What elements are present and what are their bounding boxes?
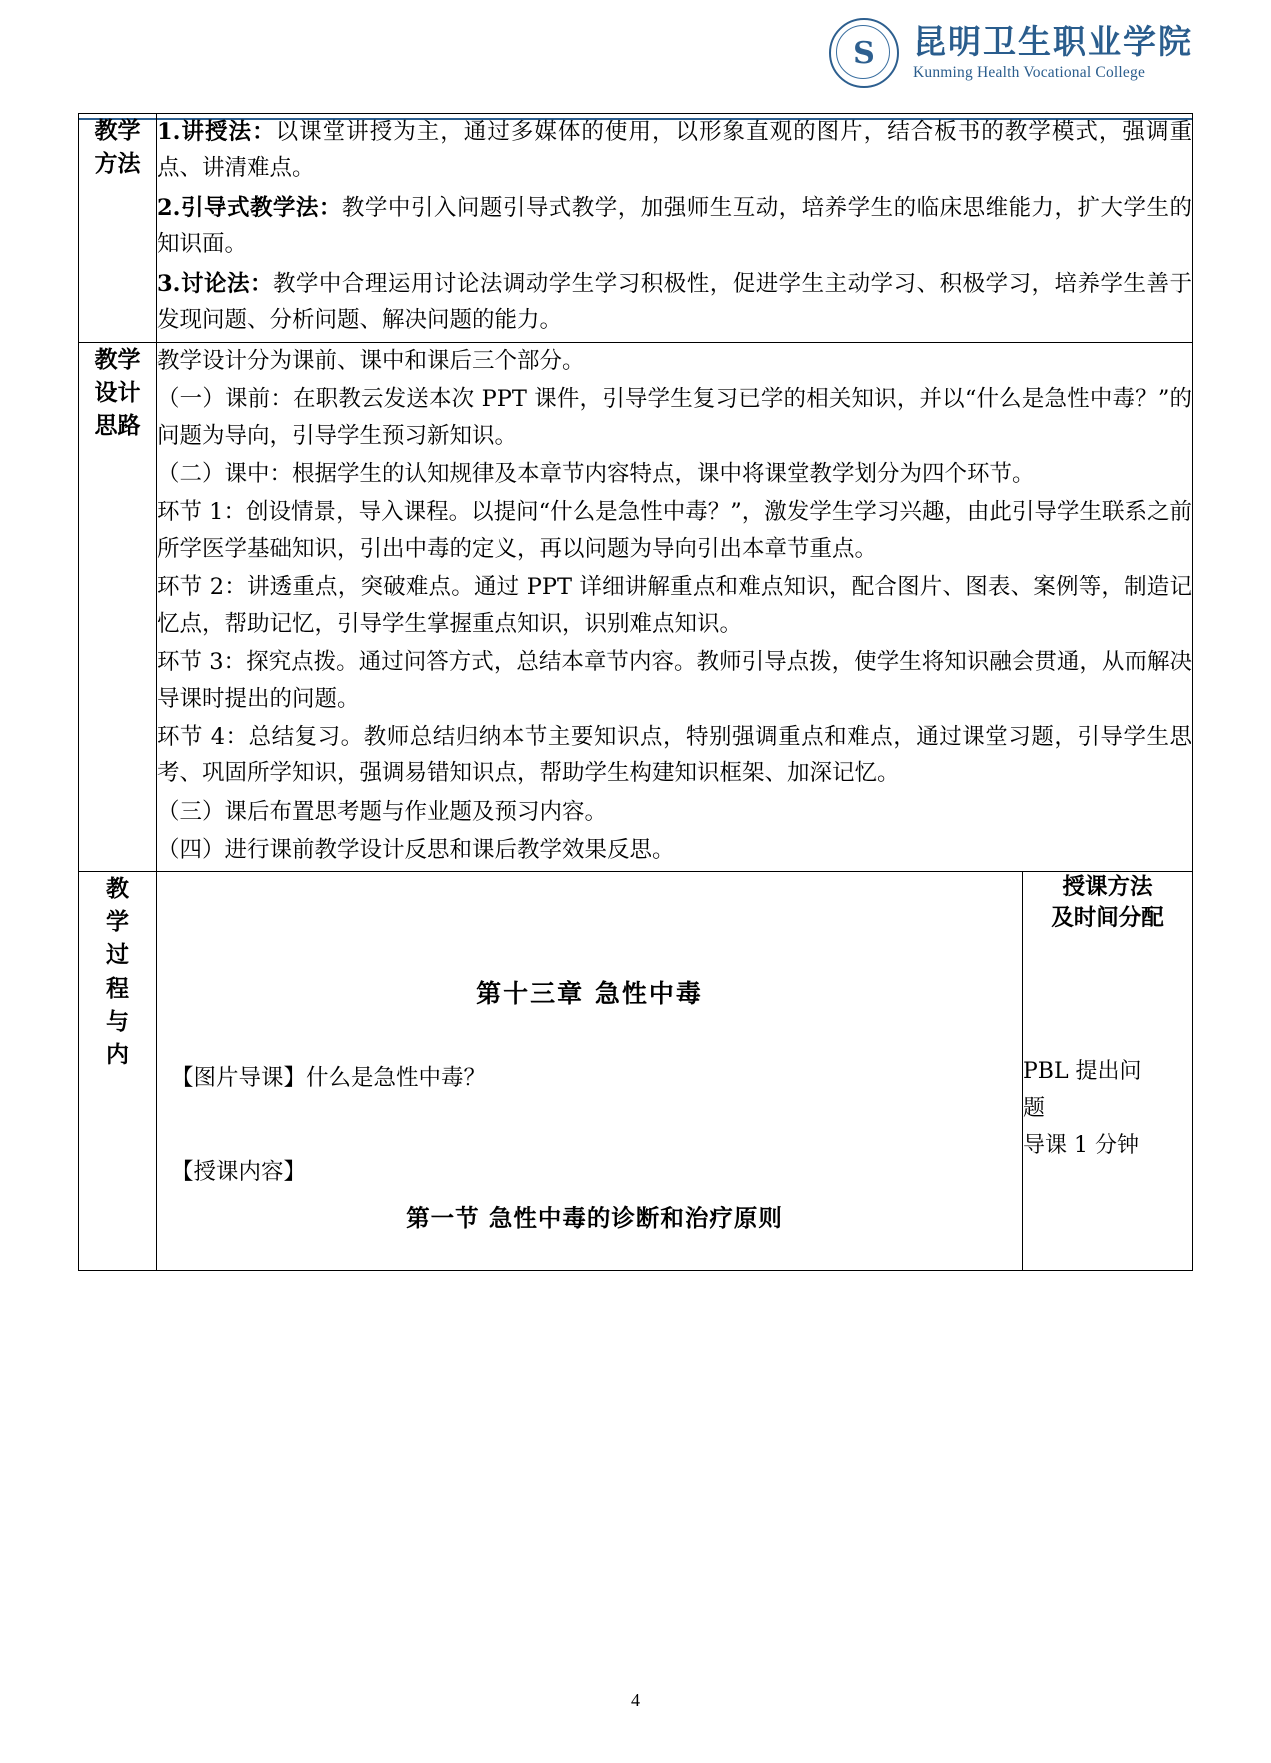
cell-design-approach: [157, 342, 1193, 871]
seal-letter: S: [853, 35, 875, 71]
label-line: 教学: [94, 345, 141, 373]
row-label-teaching-process: [79, 871, 157, 1270]
method-time-line-2: 题: [1022, 1095, 1045, 1121]
design-paragraph-5: 环节 2：讲透重点，突破难点。通过 PPT 详细讲解重点和难点知识，配合图片、图表、案例等，制造记忆点，帮助记忆，引导学生掌握重点知识，识别难点知识。: [157, 574, 1192, 637]
method-text-2: 教学中引入问题引导式教学，加强师生互动，培养学生的临床思维能力，扩大学生的知识面。: [157, 194, 1192, 258]
design-paragraph-2: （一）课前：在职教云发送本次 PPT 课件，引导学生复习已学的相关知识，并以“什么是急性中毒？”的问题为导向，引导学生预习新知识。: [157, 386, 1192, 449]
page-number: 4: [631, 1690, 640, 1710]
label-line: 设计: [94, 378, 141, 406]
label-line: 与: [106, 1008, 129, 1036]
cell-method-and-time: [1022, 871, 1192, 1270]
label-line: 程: [106, 974, 129, 1002]
method-lead-3: 3.讨论法：: [157, 270, 273, 297]
method-time-header-line: 授课方法: [1062, 873, 1153, 900]
chapter-title: 第十三章 急性中毒: [476, 978, 703, 1008]
method-text-1: 以课堂讲授为主，通过多媒体的使用，以形象直观的图片，结合板书的教学模式，强调重点、讲清难点。: [157, 119, 1192, 182]
college-logo: [829, 18, 1193, 88]
method-paragraph-2: [157, 190, 1192, 263]
cell-teaching-process-content: [157, 871, 1023, 1270]
method-time-header-line: 及时间分配: [1051, 905, 1164, 932]
design-paragraph-9: （四）进行课前教学设计反思和课后教学效果反思。: [157, 837, 675, 864]
label-line: 学: [106, 908, 129, 936]
logo-text: [913, 24, 1193, 81]
design-paragraph-6: 环节 3：探究点拨。通过问答方式，总结本章节内容。教师引导点拨，使学生将知识融会贯通，从而解决导课时提出的问题。: [157, 649, 1192, 712]
label-line: 过: [106, 941, 129, 969]
table-row-design-approach: [79, 342, 1193, 871]
cell-teaching-methods: [157, 114, 1193, 343]
college-name-en: Kunming Health Vocational College: [913, 63, 1146, 81]
section-title: 第一节 急性中毒的诊断和治疗原则: [406, 1203, 783, 1232]
label-line: 教学: [94, 117, 141, 144]
method-lead-1: 1.讲授法：: [157, 119, 276, 145]
seal-icon: [829, 18, 899, 88]
method-time-body: [1023, 1055, 1192, 1163]
row-label-teaching-methods: [79, 114, 157, 343]
design-paragraph-8: （三）课后布置思考题与作业题及预习内容。: [157, 798, 608, 825]
method-paragraph-3: [157, 266, 1192, 339]
label-line: 思路: [94, 412, 141, 440]
table-row-teaching-methods: [79, 114, 1193, 343]
lead-in-question: 【图片导课】什么是急性中毒？: [171, 1064, 487, 1091]
table-row-teaching-process: [79, 871, 1193, 1270]
page-header: [0, 18, 1271, 104]
label-line: 教: [106, 874, 129, 902]
page-footer: [0, 1690, 1271, 1711]
method-text-3: 教学中合理运用讨论法调动学生学习积极性，促进学生主动学习、积极学习，培养学生善于发现问题、分析问题、解决问题的能力。: [157, 270, 1192, 334]
design-paragraph-4: 环节 1：创设情景，导入课程。以提问“什么是急性中毒？”，激发学生学习兴趣，由此引导学生联系之前所学医学基础知识，引出中毒的定义，再以问题为导向引出本章节重点。: [157, 499, 1192, 562]
content-label: 【授课内容】: [171, 1158, 307, 1185]
row-label-design-approach: [79, 342, 157, 871]
method-time-header: [1023, 872, 1192, 935]
design-paragraph-7: 环节 4：总结复习。教师总结归纳本节主要知识点，特别强调重点和难点，通过课堂习题，引导学生思考、巩固所学知识，强调易错知识点，帮助学生构建知识框架、加深记忆。: [157, 724, 1192, 787]
method-time-line-3: 导课 1 分钟: [1022, 1132, 1139, 1158]
method-paragraph-1: [157, 114, 1192, 187]
label-line: 内: [106, 1041, 129, 1069]
design-paragraph-1: 教学设计分为课前、课中和课后三个部分。: [157, 347, 585, 374]
method-lead-2: 2.引导式教学法：: [157, 194, 342, 221]
method-time-line-1: PBL 提出问: [1022, 1058, 1142, 1084]
lesson-plan-table: [78, 113, 1193, 1271]
label-line: 方法: [94, 150, 141, 178]
college-name-cn: 昆明卫生职业学院: [913, 22, 1193, 62]
design-paragraph-3: （二）课中：根据学生的认知规律及本章节内容特点，课中将课堂教学划分为四个环节。: [157, 460, 1035, 487]
